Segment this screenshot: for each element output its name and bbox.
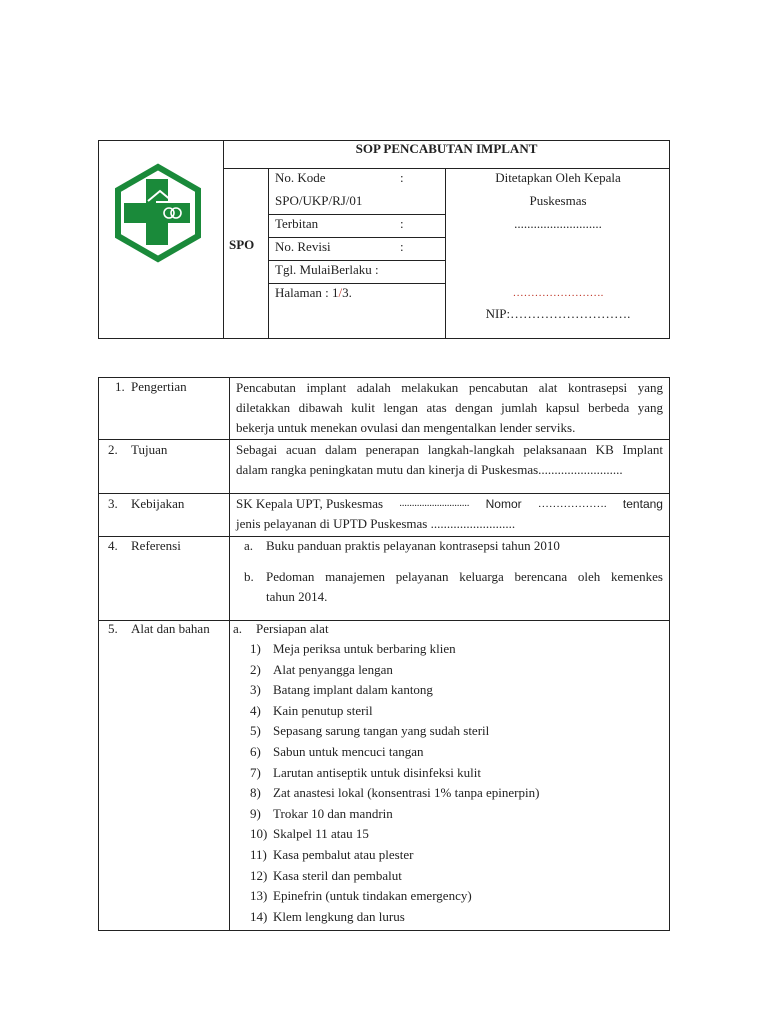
section-number: 4. xyxy=(108,538,118,553)
list-item-number: 3) xyxy=(250,682,261,697)
list-item: Kasa pembalut atau plester xyxy=(273,847,414,862)
list-item: Sabun untuk mencuci tangan xyxy=(273,744,424,759)
list-item-number: 10) xyxy=(250,826,268,841)
section-label-referensi: Referensi xyxy=(131,538,181,553)
list-item: Batang implant dalam kantong xyxy=(273,682,433,697)
list-item: Kain penutup steril xyxy=(273,703,373,718)
signature-dots: ……………………. xyxy=(512,287,604,299)
section-label-tujuan: Tujuan xyxy=(131,442,168,457)
list-item: Skalpel 11 atau 15 xyxy=(273,826,369,841)
list-item: Kasa steril dan pembalut xyxy=(273,868,402,883)
referensi-marker: b. xyxy=(244,569,254,584)
list-item: Zat anastesi lokal (konsentrasi 1% tanpa epinerpin) xyxy=(273,785,540,800)
list-item: Trokar 10 dan mandrin xyxy=(273,806,393,821)
referensi-item: Buku panduan praktis pelayanan kontrasepsi tahun 2010 xyxy=(266,538,560,553)
kebijakan-tentang: tentang xyxy=(622,497,663,511)
list-item-number: 8) xyxy=(250,785,261,800)
pengertian-line: Pencabutan implant adalah melakukan pencabutan alat kontrasepsi yang xyxy=(236,380,663,395)
puskesmas-logo-icon xyxy=(108,163,208,263)
tgl-mulai-berlaku-label: Tgl. MulaiBerlaku : xyxy=(275,262,379,277)
kebijakan-line1 xyxy=(236,496,663,512)
section-number: 1. xyxy=(115,379,125,394)
halaman-page: 1 xyxy=(332,285,339,300)
terbitan-label: Terbitan xyxy=(275,216,319,231)
ditetapkan-line1: Ditetapkan Oleh Kepala xyxy=(495,170,621,185)
list-item: Alat penyangga lengan xyxy=(273,662,393,677)
tujuan-line: Sebagai acuan dalam penerapan langkah-langkah pelaksanaan KB Implant xyxy=(236,442,663,457)
list-item-number: 13) xyxy=(250,888,268,903)
list-item-number: 5) xyxy=(250,723,261,738)
terbitan-colon: : xyxy=(400,216,404,231)
list-item: Sepasang sarung tangan yang sudah steril xyxy=(273,723,490,738)
list-item-number: 12) xyxy=(250,868,268,883)
list-item: Larutan antiseptik untuk disinfeksi kulit xyxy=(273,765,481,780)
section-label-kebijakan: Kebijakan xyxy=(131,496,185,511)
list-item: Klem lengkung dan lurus xyxy=(273,909,405,924)
pengertian-line: diletakkan dibawah kulit lengan atas dengan jumlah kapsul berbeda yang xyxy=(236,400,663,415)
referensi-item: tahun 2014. xyxy=(266,589,328,604)
halaman-total: 3. xyxy=(342,285,352,300)
list-item-number: 6) xyxy=(250,744,261,759)
section-number: 2. xyxy=(108,442,118,457)
halaman-sep: / xyxy=(338,285,343,300)
no-kode-colon: : xyxy=(400,170,404,185)
halaman-label xyxy=(275,285,352,301)
kebijakan-sk: SK Kepala UPT, Puskesmas xyxy=(236,496,384,511)
section-label-alat-dan-bahan: Alat dan bahan xyxy=(131,621,210,636)
kebijakan-dots: ………………. xyxy=(537,498,607,510)
tujuan-line: dalam rangka peningkatan mutu dan kinerja di Puskesmas.......................... xyxy=(236,462,623,477)
section-label-pengertian: Pengertian xyxy=(131,379,187,394)
kebijakan-nomor: Nomor xyxy=(485,497,522,511)
pengertian-line: bekerja untuk menekan ovulasi dan mengentalkan lender serviks. xyxy=(236,420,576,435)
section-number: 5. xyxy=(108,621,118,636)
ditetapkan-line2: Puskesmas xyxy=(529,193,587,208)
no-revisi-label: No. Revisi xyxy=(275,239,331,254)
kebijakan-dots: ............................ xyxy=(399,498,470,509)
ditetapkan-dots: ........................... xyxy=(514,216,602,231)
list-item: Meja periksa untuk berbaring klien xyxy=(273,641,456,656)
list-item-number: 1) xyxy=(250,641,261,656)
spo-label: SPO xyxy=(229,237,255,252)
halaman-text: Halaman : xyxy=(275,285,333,300)
list-item-number: 2) xyxy=(250,662,261,677)
alat-sub-title: Persiapan alat xyxy=(256,621,329,636)
referensi-marker: a. xyxy=(244,538,254,553)
no-kode-value: SPO/UKP/RJ/01 xyxy=(275,193,363,208)
kebijakan-line2: jenis pelayanan di UPTD Puskesmas .......................... xyxy=(236,516,516,531)
list-item-number: 7) xyxy=(250,765,261,780)
list-item-number: 4) xyxy=(250,703,261,718)
list-item-number: 9) xyxy=(250,806,261,821)
list-item-number: 14) xyxy=(250,909,268,924)
no-kode-label: No. Kode xyxy=(275,170,326,185)
list-item: Epinefrin (untuk tindakan emergency) xyxy=(273,888,472,903)
alat-sub-marker: a. xyxy=(233,621,243,636)
referensi-item: Pedoman manajemen pelayanan keluarga berencana oleh kemenkes xyxy=(266,569,663,584)
page-title: SOP PENCABUTAN IMPLANT xyxy=(355,141,538,156)
no-revisi-colon: : xyxy=(400,239,404,254)
nip-label: NIP:………………………. xyxy=(485,306,631,321)
list-item-number: 11) xyxy=(250,847,267,862)
section-number: 3. xyxy=(108,496,118,511)
